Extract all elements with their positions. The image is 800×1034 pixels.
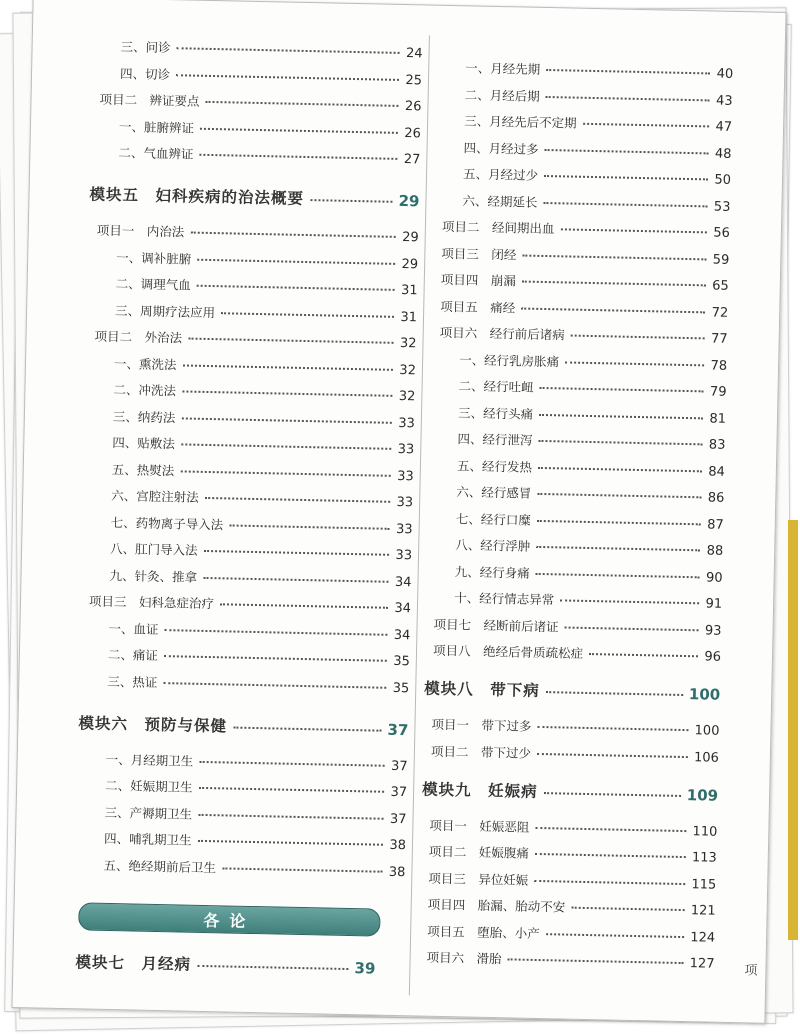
dot-leader	[197, 258, 395, 264]
toc-item-row[interactable]	[433, 270, 729, 294]
dot-leader	[571, 907, 685, 911]
toc-entry-label: 项目六 经行前后诸病	[439, 324, 565, 343]
toc-entry-label: 四、月经过多	[463, 139, 539, 157]
toc-entry-label: 三、周期疗法应用	[114, 302, 216, 320]
toc-entry-page: 100	[688, 685, 721, 704]
toc-subsection-row[interactable]	[428, 508, 724, 532]
toc-entry-label: 二、月经后期	[464, 86, 540, 104]
toc-entry-label: 六、经行感冒	[456, 484, 532, 501]
dot-leader	[538, 466, 702, 471]
toc-item-row[interactable]	[421, 842, 717, 866]
toc-entry-page: 27	[403, 152, 421, 168]
toc-item-row[interactable]	[425, 641, 721, 665]
dot-leader	[222, 867, 383, 872]
toc-subsection-row[interactable]	[78, 749, 408, 774]
toc-entry-page: 33	[396, 494, 414, 511]
toc-entry-label: 二、冲洗法	[113, 381, 177, 399]
toc-subsection-row[interactable]	[79, 671, 409, 696]
dot-leader	[565, 626, 699, 631]
toc-entry-page: 33	[397, 468, 414, 484]
toc-entry-label: 三、经行头痛	[457, 404, 534, 422]
toc-subsection-row[interactable]	[85, 406, 415, 431]
toc-module-row[interactable]	[78, 711, 408, 740]
toc-entry-label: 五、绝经期前后卫生	[103, 857, 217, 875]
toc-entry-page: 31	[400, 309, 418, 325]
dot-leader	[205, 101, 398, 107]
toc-entry-page: 79	[709, 384, 727, 400]
toc-entry-label: 六、经期延长	[462, 192, 538, 210]
dot-leader	[188, 338, 394, 344]
toc-entry-label: 项目四 胎漏、胎动不安	[427, 896, 566, 915]
dot-leader	[176, 74, 399, 81]
toc-module-row[interactable]	[422, 777, 718, 805]
dot-leader	[180, 470, 391, 476]
toc-entry-page: 109	[686, 785, 719, 805]
toc-item-row[interactable]	[81, 591, 411, 616]
dot-leader	[198, 813, 384, 819]
dot-leader	[199, 154, 397, 160]
toc-entry-label: 项目五 痛经	[440, 298, 516, 315]
toc-subsection-row[interactable]	[430, 376, 726, 400]
toc-entry-label: 七、药物离子导入法	[110, 514, 224, 532]
toc-subsection-row[interactable]	[85, 379, 415, 404]
toc-item-row[interactable]	[423, 741, 719, 765]
dot-leader	[536, 546, 700, 551]
dot-leader	[198, 840, 384, 846]
toc-entry-label: 八、肛门导入法	[109, 540, 198, 558]
toc-entry-page: 34	[394, 600, 412, 617]
dot-leader	[535, 853, 686, 858]
dot-leader	[544, 175, 708, 180]
toc-item-row[interactable]	[86, 326, 416, 351]
toc-subsection-row[interactable]	[76, 802, 406, 827]
toc-subsection-row[interactable]	[80, 618, 410, 643]
dot-leader	[560, 228, 707, 233]
toc-subsection-row[interactable]	[77, 775, 407, 800]
toc-entry-label: 五、经行发热	[456, 457, 533, 475]
toc-module-row[interactable]	[75, 950, 375, 978]
dot-leader	[534, 879, 685, 884]
toc-subsection-row[interactable]	[434, 190, 730, 214]
toc-entry-label: 二、痛证	[107, 646, 159, 663]
toc-entry-label: 项目三 妇科急症治疗	[88, 593, 215, 612]
dot-leader	[163, 682, 386, 689]
dot-leader	[310, 199, 393, 203]
toc-entry-page: 91	[705, 596, 723, 612]
dot-leader	[197, 285, 395, 291]
dot-leader	[546, 69, 710, 74]
toc-entry-page: 100	[694, 723, 720, 739]
toc-entry-page: 59	[712, 252, 730, 268]
toc-subsection-row[interactable]	[427, 561, 723, 585]
section-banner	[78, 902, 381, 936]
toc-subsection-row[interactable]	[75, 855, 405, 880]
toc-entry-page: 33	[398, 415, 415, 431]
toc-entry-page: 96	[704, 649, 722, 665]
toc-entry-page: 72	[711, 305, 729, 321]
dot-leader	[589, 653, 698, 657]
toc-subsection-row[interactable]	[76, 828, 406, 853]
section-banner-label: 各论	[203, 910, 256, 931]
table-of-contents-page	[11, 0, 786, 1024]
dot-leader	[203, 576, 389, 582]
toc-module-row[interactable]	[89, 182, 419, 211]
toc-subsection-row[interactable]	[426, 588, 722, 612]
toc-entry-label: 一、经行乳房胀痛	[459, 351, 560, 369]
toc-item-row[interactable]	[89, 220, 419, 245]
toc-entry-label: 模块七 月经病	[75, 953, 192, 974]
toc-item-row[interactable]	[432, 323, 728, 347]
toc-entry-page: 29	[401, 256, 419, 272]
dot-leader	[220, 603, 388, 609]
toc-entry-label: 四、经行泄泻	[457, 431, 533, 448]
toc-left-column	[78, 0, 424, 880]
toc-entry-label: 项目七 经断前后诸证	[433, 616, 559, 634]
toc-subsection-row[interactable]	[436, 111, 732, 135]
dot-leader	[546, 933, 685, 938]
toc-entry-label: 一、月经先期	[465, 60, 541, 77]
toc-entry-page: 33	[397, 441, 415, 458]
toc-subsection-row[interactable]	[90, 142, 420, 167]
toc-subsection-row[interactable]	[83, 512, 413, 537]
toc-entry-label: 一、调补脏腑	[116, 249, 192, 267]
toc-entry-label: 六、宫腔注射法	[111, 487, 199, 505]
dot-leader	[545, 148, 709, 153]
toc-entry-page: 106	[693, 749, 720, 766]
dot-leader	[190, 232, 396, 238]
toc-entry-page: 48	[714, 146, 732, 162]
toc-entry-page: 81	[709, 410, 727, 427]
dot-leader	[543, 201, 707, 206]
toc-entry-page: 43	[715, 93, 733, 109]
toc-entry-page: 86	[707, 490, 725, 506]
toc-entry-page: 35	[392, 680, 410, 696]
toc-entry-label: 八、经行浮肿	[455, 537, 531, 554]
toc-subsection-row[interactable]	[84, 432, 414, 457]
toc-entry-page: 113	[691, 850, 717, 866]
toc-subsection-row[interactable]	[437, 84, 733, 108]
toc-entry-page: 32	[399, 335, 417, 352]
toc-entry-page: 77	[710, 331, 728, 347]
toc-entry-label: 模块五 妇科疾病的治法概要	[89, 185, 305, 208]
toc-entry-label: 一、熏洗法	[113, 355, 177, 372]
toc-entry-page: 121	[690, 903, 716, 919]
toc-item-row[interactable]	[91, 89, 421, 114]
toc-entry-label: 项目八 绝经后骨质疏松症	[432, 642, 584, 661]
dot-leader	[181, 443, 392, 449]
toc-subsection-row[interactable]	[88, 273, 418, 298]
toc-entry-page: 26	[404, 99, 422, 115]
dot-leader	[565, 361, 704, 366]
toc-item-row[interactable]	[420, 895, 716, 919]
toc-entry-page: 93	[704, 622, 722, 639]
toc-entry-page: 110	[692, 823, 718, 840]
dot-leader	[233, 726, 382, 731]
dot-leader	[583, 123, 710, 128]
dot-leader	[164, 629, 387, 636]
toc-entry-label: 五、热熨法	[111, 461, 175, 478]
toc-entry-page: 31	[400, 282, 418, 299]
toc-entry-label: 四、切诊	[119, 65, 171, 82]
dot-leader	[535, 826, 686, 831]
toc-entry-label: 五、月经过少	[462, 166, 539, 183]
toc-entry-label: 九、经行身痛	[454, 563, 530, 581]
dot-leader	[521, 307, 705, 313]
toc-entry-label: 项目二 经间期出血	[441, 218, 555, 237]
dot-leader	[182, 390, 393, 396]
toc-entry-label: 四、贴敷法	[112, 434, 176, 452]
dot-leader	[571, 335, 705, 340]
toc-subsection-row[interactable]	[435, 137, 731, 161]
dot-leader	[205, 497, 391, 503]
toc-entry-label: 十、经行情志异常	[454, 590, 555, 608]
dot-leader	[199, 787, 385, 793]
toc-subsection-row[interactable]	[437, 58, 733, 82]
toc-subsection-row[interactable]	[83, 485, 413, 510]
toc-entry-page: 53	[713, 199, 731, 215]
toc-entry-label: 二、经行吐衄	[458, 378, 534, 395]
toc-entry-page: 37	[387, 720, 409, 739]
dot-leader	[522, 281, 706, 287]
toc-entry-page: 65	[712, 278, 729, 294]
toc-entry-page: 115	[691, 876, 717, 893]
toc-entry-label: 三、月经先后不定期	[464, 113, 577, 131]
dot-leader	[544, 792, 681, 797]
toc-entry-page: 83	[708, 437, 726, 453]
toc-subsection-row[interactable]	[86, 353, 416, 378]
toc-entry-page: 88	[706, 543, 724, 559]
dot-leader	[197, 965, 349, 970]
dot-leader	[560, 599, 699, 604]
toc-entry-page: 37	[390, 784, 408, 801]
toc-subsection-row[interactable]	[429, 455, 725, 479]
dot-leader	[537, 726, 688, 731]
toc-subsection-row[interactable]	[435, 164, 731, 188]
toc-entry-page: 127	[689, 956, 715, 972]
toc-entry-page: 38	[388, 864, 406, 880]
toc-item-row[interactable]	[434, 217, 730, 241]
toc-entry-label: 一、月经期卫生	[105, 751, 194, 769]
toc-entry-label: 七、经行口糜	[455, 510, 531, 528]
dot-leader	[537, 752, 688, 757]
toc-entry-page: 90	[705, 569, 723, 586]
toc-entry-label: 项目一 内治法	[96, 222, 185, 240]
toc-entry-label: 三、产褥期卫生	[104, 804, 193, 822]
toc-entry-page: 38	[389, 837, 407, 854]
toc-entry-label: 项目三 异位妊娠	[428, 870, 529, 888]
toc-entry-page: 26	[404, 125, 422, 141]
toc-entry-page: 37	[389, 811, 407, 827]
toc-entry-label: 三、问诊	[120, 39, 171, 56]
dot-leader	[221, 312, 394, 318]
dot-leader	[536, 572, 700, 577]
toc-subsection-row[interactable]	[87, 300, 417, 325]
toc-entry-label: 项目六 滑胎	[426, 949, 502, 967]
toc-subsection-row[interactable]	[427, 535, 723, 559]
toc-subsection-row[interactable]	[430, 402, 726, 426]
dot-leader	[182, 364, 393, 370]
dot-leader	[538, 440, 702, 445]
toc-item-row[interactable]	[421, 815, 717, 839]
toc-item-row[interactable]	[425, 614, 721, 638]
toc-subsection-row[interactable]	[92, 63, 422, 88]
toc-entry-page: 34	[394, 574, 412, 590]
toc-entry-label: 二、调理气血	[115, 276, 191, 293]
dot-leader	[229, 524, 390, 529]
toc-item-row[interactable]	[433, 243, 729, 267]
toc-entry-page: 34	[393, 627, 411, 643]
toc-item-row[interactable]	[420, 868, 716, 892]
edge-page-mark: 项	[744, 963, 758, 979]
toc-subsection-row[interactable]	[428, 482, 724, 506]
dot-leader	[177, 47, 400, 54]
toc-entry-page: 24	[405, 46, 423, 62]
toc-subsection-row[interactable]	[88, 247, 418, 272]
toc-entry-label: 项目二 妊娠腹痛	[428, 843, 530, 861]
dot-leader	[204, 550, 390, 556]
toc-subsection-row[interactable]	[91, 116, 421, 141]
toc-entry-page: 25	[405, 72, 423, 88]
toc-subsection-row[interactable]	[84, 459, 414, 484]
toc-entry-label: 项目二 辨证要点	[99, 91, 200, 109]
toc-entry-label: 二、气血辨证	[118, 145, 194, 162]
toc-entry-page: 78	[710, 357, 728, 374]
toc-entry-label: 四、哺乳期卫生	[103, 830, 192, 848]
toc-subsection-row[interactable]	[80, 644, 410, 669]
toc-entry-page: 50	[714, 172, 732, 188]
toc-entry-label: 项目一 带下过多	[431, 716, 532, 734]
toc-entry-label: 三、热证	[107, 673, 158, 690]
dot-leader	[164, 655, 387, 662]
dot-leader	[537, 493, 701, 498]
toc-entry-label: 项目五 堕胎、小产	[427, 923, 540, 941]
toc-entry-page: 84	[708, 463, 726, 480]
dot-leader	[199, 760, 385, 766]
toc-entry-label: 模块八 带下病	[424, 679, 540, 700]
toc-entry-page: 33	[395, 547, 413, 564]
toc-subsection-row[interactable]	[429, 429, 725, 453]
toc-entry-label: 项目二 带下过少	[430, 743, 532, 761]
toc-entry-page: 32	[399, 362, 417, 378]
dot-leader	[539, 413, 703, 418]
toc-entry-page: 32	[398, 388, 416, 405]
toc-entry-label: 项目二 外治法	[94, 328, 183, 346]
toc-entry-page: 33	[395, 521, 413, 537]
toc-entry-page: 37	[390, 758, 408, 774]
cover-accent-strip	[788, 520, 798, 940]
dot-leader	[522, 254, 706, 260]
toc-entry-label: 项目四 崩漏	[440, 271, 516, 289]
toc-entry-page: 124	[690, 929, 716, 946]
dot-leader	[181, 417, 392, 423]
toc-entry-label: 项目一 妊娠恶阻	[429, 817, 530, 835]
toc-entry-label: 一、脏腑辨证	[118, 118, 195, 136]
toc-entry-label: 二、妊娠期卫生	[105, 777, 193, 795]
dot-leader	[200, 127, 398, 133]
toc-entry-page: 39	[354, 959, 376, 978]
dot-leader	[546, 95, 710, 100]
toc-subsection-row[interactable]	[92, 36, 422, 61]
toc-entry-page: 40	[716, 66, 734, 82]
toc-entry-page: 29	[398, 191, 420, 211]
dot-leader	[540, 387, 704, 392]
dot-leader	[508, 958, 684, 964]
toc-subsection-row[interactable]	[82, 538, 412, 563]
toc-entry-label: 模块六 预防与保健	[78, 713, 228, 735]
toc-item-row[interactable]	[419, 921, 715, 945]
dot-leader	[537, 519, 701, 524]
toc-entry-label: 三、纳药法	[112, 408, 176, 425]
toc-entry-label: 项目三 闭经	[441, 245, 517, 262]
toc-entry-page: 29	[402, 230, 419, 246]
toc-entry-label: 九、针灸、推拿	[109, 567, 198, 585]
toc-entry-page: 87	[707, 516, 724, 533]
toc-item-row[interactable]	[423, 715, 719, 739]
toc-item-row[interactable]	[418, 948, 714, 972]
toc-subsection-row[interactable]	[81, 565, 411, 590]
dot-leader	[546, 691, 683, 696]
toc-entry-page: 47	[715, 119, 733, 135]
toc-subsection-row[interactable]	[431, 349, 727, 373]
toc-entry-page: 56	[713, 225, 731, 241]
toc-entry-label: 一、血证	[108, 620, 159, 637]
toc-entry-label: 模块九 妊娠病	[421, 780, 538, 801]
toc-item-row[interactable]	[432, 296, 728, 320]
toc-entry-page: 35	[393, 653, 410, 670]
toc-module-row[interactable]	[424, 677, 720, 705]
